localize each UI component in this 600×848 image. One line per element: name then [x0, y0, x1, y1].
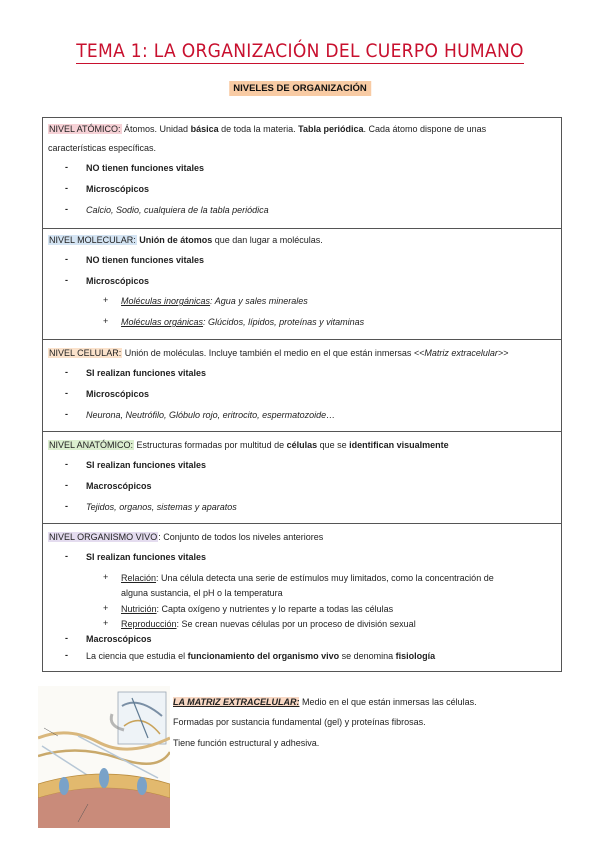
bullet-plus: + — [103, 295, 109, 305]
level-atomico-box — [42, 117, 562, 229]
level-organismo-item-3: La ciencia que estudia el funcionamiento del organismo vivo se denomina fisiología — [86, 651, 436, 661]
level-molecular-label: NIVEL MOLECULAR: — [49, 235, 136, 245]
level-molecular-sub-1: Moléculas inorgánicas: Agua y sales minerales — [121, 296, 308, 306]
bullet-dash: - — [65, 388, 68, 398]
level-celular-box — [42, 340, 562, 432]
level-celular-item-2: Microscópicos — [86, 389, 150, 399]
bullet-dash: - — [65, 633, 68, 643]
bullet-dash: - — [65, 254, 68, 264]
bullet-plus: + — [103, 572, 109, 582]
level-celular-desc: NIVEL CELULAR: Unión de moléculas. Incluye también el medio en el que están inmersas <<Matriz extracelular>> — [49, 348, 509, 358]
level-organismo-sub-2: Nutrición: Capta oxígeno y nutrientes y lo reparte a todas las células — [121, 604, 394, 614]
bullet-plus: + — [103, 618, 109, 628]
level-organismo-desc: NIVEL ORGANISMO VIVO: Conjunto de todos los niveles anteriores — [49, 532, 324, 542]
matrix-function: Tiene función estructural y adhesiva. — [173, 738, 320, 748]
level-organismo-sub-1-cont: alguna sustancia, el pH o la temperatura — [121, 588, 283, 598]
level-organismo-sub-1: Relación: Una célula detecta una serie de estímulos muy limitados, como la concentración de — [121, 573, 494, 583]
level-anatomico-label: NIVEL ANATÓMICO: — [49, 440, 134, 450]
bullet-dash: - — [65, 162, 68, 172]
section-subtitle: NIVELES DE ORGANIZACIÓN — [229, 81, 371, 96]
level-organismo-item-2: Macroscópicos — [86, 634, 152, 644]
bullet-dash: - — [65, 650, 68, 660]
matrix-composition: Formadas por sustancia fundamental (gel) y proteínas fibrosas. — [173, 717, 426, 727]
level-anatomico-box — [42, 432, 562, 524]
bullet-dash: - — [65, 367, 68, 377]
level-anatomico-desc: NIVEL ANATÓMICO: Estructuras formadas por multitud de células que se identifican visualmente — [49, 440, 449, 450]
bullet-dash: - — [65, 501, 68, 511]
extracellular-matrix-illustration — [38, 686, 170, 828]
level-celular-item-1: SI realizan funciones vitales — [86, 368, 207, 378]
bullet-dash: - — [65, 183, 68, 193]
bullet-dash: - — [65, 204, 68, 214]
bullet-dash: - — [65, 480, 68, 490]
bullet-dash: - — [65, 409, 68, 419]
bullet-dash: - — [65, 459, 68, 469]
level-anatomico-item-1: SI realizan funciones vitales — [86, 460, 207, 470]
level-celular-item-3: Neurona, Neutrófilo, Glóbulo rojo, eritrocito, espermatozoide… — [86, 410, 336, 420]
level-atomico-desc-cont: características específicas. — [48, 143, 157, 153]
level-atomico-desc: NIVEL ATÓMICO: Átomos. Unidad básica de toda la materia. Tabla periódica. Cada átomo dispone de unas — [49, 124, 487, 134]
level-molecular-item-2: Microscópicos — [86, 276, 150, 286]
level-molecular-desc: NIVEL MOLECULAR: Unión de átomos que dan lugar a moléculas. — [49, 235, 323, 245]
level-organismo-box — [42, 524, 562, 672]
level-atomico-item-2: Microscópicos — [86, 184, 150, 194]
level-molecular-sub-2: Moléculas orgánicas: Glúcidos, lípidos, proteínas y vitaminas — [121, 317, 365, 327]
matrix-definition: LA MATRIZ EXTRACELULAR: Medio en el que están inmersas las células. — [173, 697, 477, 707]
level-organismo-item-1: SI realizan funciones vitales — [86, 552, 207, 562]
level-atomico-item-1: NO tienen funciones vitales — [86, 163, 205, 173]
level-organismo-sub-3: Reproducción: Se crean nuevas células por un proceso de división sexual — [121, 619, 416, 629]
level-atomico-item-3: Calcio, Sodio, cualquiera de la tabla periódica — [86, 205, 269, 215]
matrix-title: LA MATRIZ EXTRACELULAR: — [173, 697, 300, 707]
level-atomico-label: NIVEL ATÓMICO: — [49, 124, 121, 134]
bullet-plus: + — [103, 316, 109, 326]
bullet-plus: + — [103, 603, 109, 613]
level-anatomico-item-3: Tejidos, organos, sistemas y aparatos — [86, 502, 237, 512]
page-title: TEMA 1: LA ORGANIZACIÓN DEL CUERPO HUMANO — [76, 40, 524, 62]
bullet-dash: - — [65, 275, 68, 285]
level-anatomico-item-2: Macroscópicos — [86, 481, 152, 491]
level-celular-label: NIVEL CELULAR: — [49, 348, 122, 358]
level-molecular-box — [42, 229, 562, 340]
bullet-dash: - — [65, 551, 68, 561]
level-organismo-label: NIVEL ORGANISMO VIVO — [49, 532, 158, 542]
level-molecular-item-1: NO tienen funciones vitales — [86, 255, 205, 265]
